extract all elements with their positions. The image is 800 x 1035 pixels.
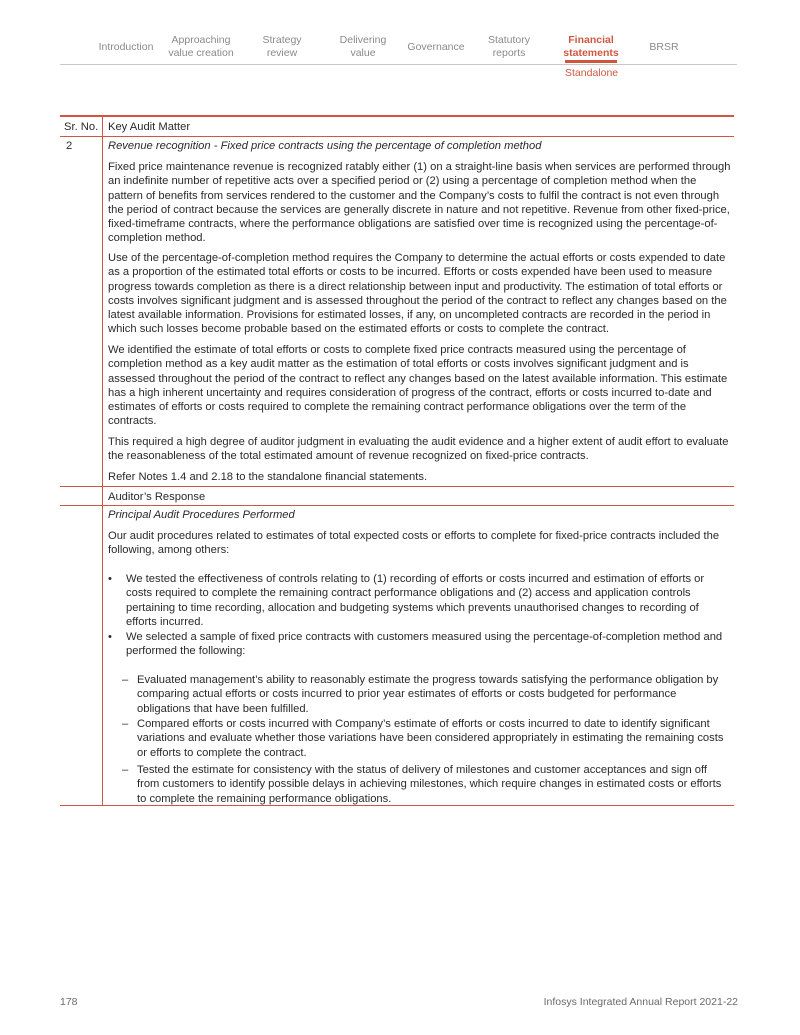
header-sr-no: Sr. No. (64, 121, 99, 133)
bullet-item-2: We selected a sample of fixed price contracts with customers measured using the percentage-of-completion method and performed the following: (126, 631, 723, 658)
bullet-item-1: We tested the effectiveness of controls relating to (1) recording of efforts or costs incurred and estimation of efforts or costs required to complete the remaining contract performance obligations and (2) access and application controls pertaining to time recording, allocation and budgeting systems which prevents unauthorised changes to recording of efforts incurred. (126, 573, 705, 628)
nav-item-introduction[interactable]: Introduction (98, 41, 154, 53)
table-bottom-border (60, 805, 734, 806)
matter-paragraph-1: Fixed price maintenance revenue is recognized ratably either (1) on a straight-line basis when services are performed through an indefinite number of repetitive acts over a specified period or (2) using a percentage of completion method when the pattern of benefits from services rendered to the customer and the Company’s costs to fulfil the contract is not even through the period of contract because the services are generally discrete in nature and not repetitive. Revenue from other fixed-price, fixed-timeframe contracts, where the performance obligations are satisfied over time is recognized using the percentage-of-completion method. (108, 161, 731, 245)
row-divider (60, 486, 734, 487)
matter-paragraph-3: We identified the estimate of total efforts or costs to complete fixed price contracts measured using the percentage of completion method as a key audit matter as the estimation of total efforts or costs involves significant judgment and is assessed throughout the period of the contract to reflect any changes based on the latest available information. This estimate has a high inherent uncertainty and requires consideration of progress of the contract, efforts or costs incurred to-date and estimates of efforts or costs required to complete the remaining contract performance obligations over the term of the contracts. (108, 344, 728, 428)
matter-paragraph-2: Use of the percentage-of-completion method requires the Company to determine the actual efforts or costs expended to date as a proportion of the estimated total efforts or costs to be incurred. Efforts or costs expended have been used to measure progress towards completion as there is a direct relationship between input and productivity. The estimation of total efforts or costs involves significant judgment and is assessed throughout the period of the contract to reflect any changes based on the latest available information. Provisions for estimated losses, if any, on uncompleted contracts are recorded in the period in which such losses become probable based on the estimated efforts or costs to complete the contract. (108, 252, 727, 336)
nav-item-governance[interactable]: Governance (407, 41, 465, 53)
dash-marker: – (122, 764, 129, 776)
sub-bullet-item-3: Tested the estimate for consistency with the status of delivery of milestones and customer acceptances and sign off from customers to identify possible delays in achieving milestones, which require changes in estimated costs or efforts to complete the remaining performance obligations. (137, 764, 722, 805)
matter-paragraph-5: Refer Notes 1.4 and 2.18 to the standalone financial statements. (108, 471, 428, 483)
page-number: 178 (60, 996, 78, 1008)
bullet-marker: • (108, 573, 112, 585)
row-divider (60, 136, 734, 137)
sr-no-value: 2 (66, 140, 73, 152)
dash-marker: – (122, 674, 129, 686)
bullet-marker: • (108, 631, 112, 643)
nav-item-financial-statements[interactable]: Financial statements (563, 34, 619, 59)
active-tab-indicator (565, 60, 617, 63)
sub-bullet-item-1: Evaluated management’s ability to reasonably estimate the progress towards satisfying the performance obligation by comparing actual efforts or costs incurred to prior year estimates of efforts or costs budgeted for performance obligations that have been fulfilled. (137, 674, 719, 715)
procedures-intro: Our audit procedures related to estimates of total expected costs or efforts to complete for fixed-price contracts included the following, among others: (108, 530, 720, 557)
top-navigation (60, 34, 737, 65)
table-top-border (60, 115, 734, 117)
nav-item-statutory-reports[interactable]: Statutory reports (487, 34, 531, 59)
row-divider (60, 505, 734, 506)
procedures-title: Principal Audit Procedures Performed (108, 509, 295, 521)
nav-subitem-standalone[interactable]: Standalone (565, 67, 619, 79)
column-divider (102, 117, 103, 805)
nav-item-approaching-value-creation[interactable]: Approaching value creation (168, 34, 234, 59)
matter-paragraph-4: This required a high degree of auditor judgment in evaluating the audit evidence and a higher extent of audit effort to evaluate the reasonableness of the total estimated amount of revenue recognized on fixed-price contracts. (108, 436, 729, 463)
nav-item-brsr[interactable]: BRSR (649, 41, 679, 53)
sub-bullet-item-2: Compared efforts or costs incurred with Company’s estimate of efforts or costs incurred to date to identify significant variations and evaluate whether those variations have been considered appropriately in estimating the remaining costs or efforts to complete the contract. (137, 718, 724, 759)
matter-title: Revenue recognition - Fixed price contracts using the percentage of completion method (108, 140, 542, 152)
auditors-response-header: Auditor’s Response (108, 491, 206, 503)
report-title: Infosys Integrated Annual Report 2021-22 (543, 996, 738, 1008)
header-key-audit-matter: Key Audit Matter (108, 121, 191, 133)
nav-item-strategy-review[interactable]: Strategy review (262, 34, 302, 59)
nav-item-delivering-value[interactable]: Delivering value (339, 34, 387, 59)
dash-marker: – (122, 718, 129, 730)
